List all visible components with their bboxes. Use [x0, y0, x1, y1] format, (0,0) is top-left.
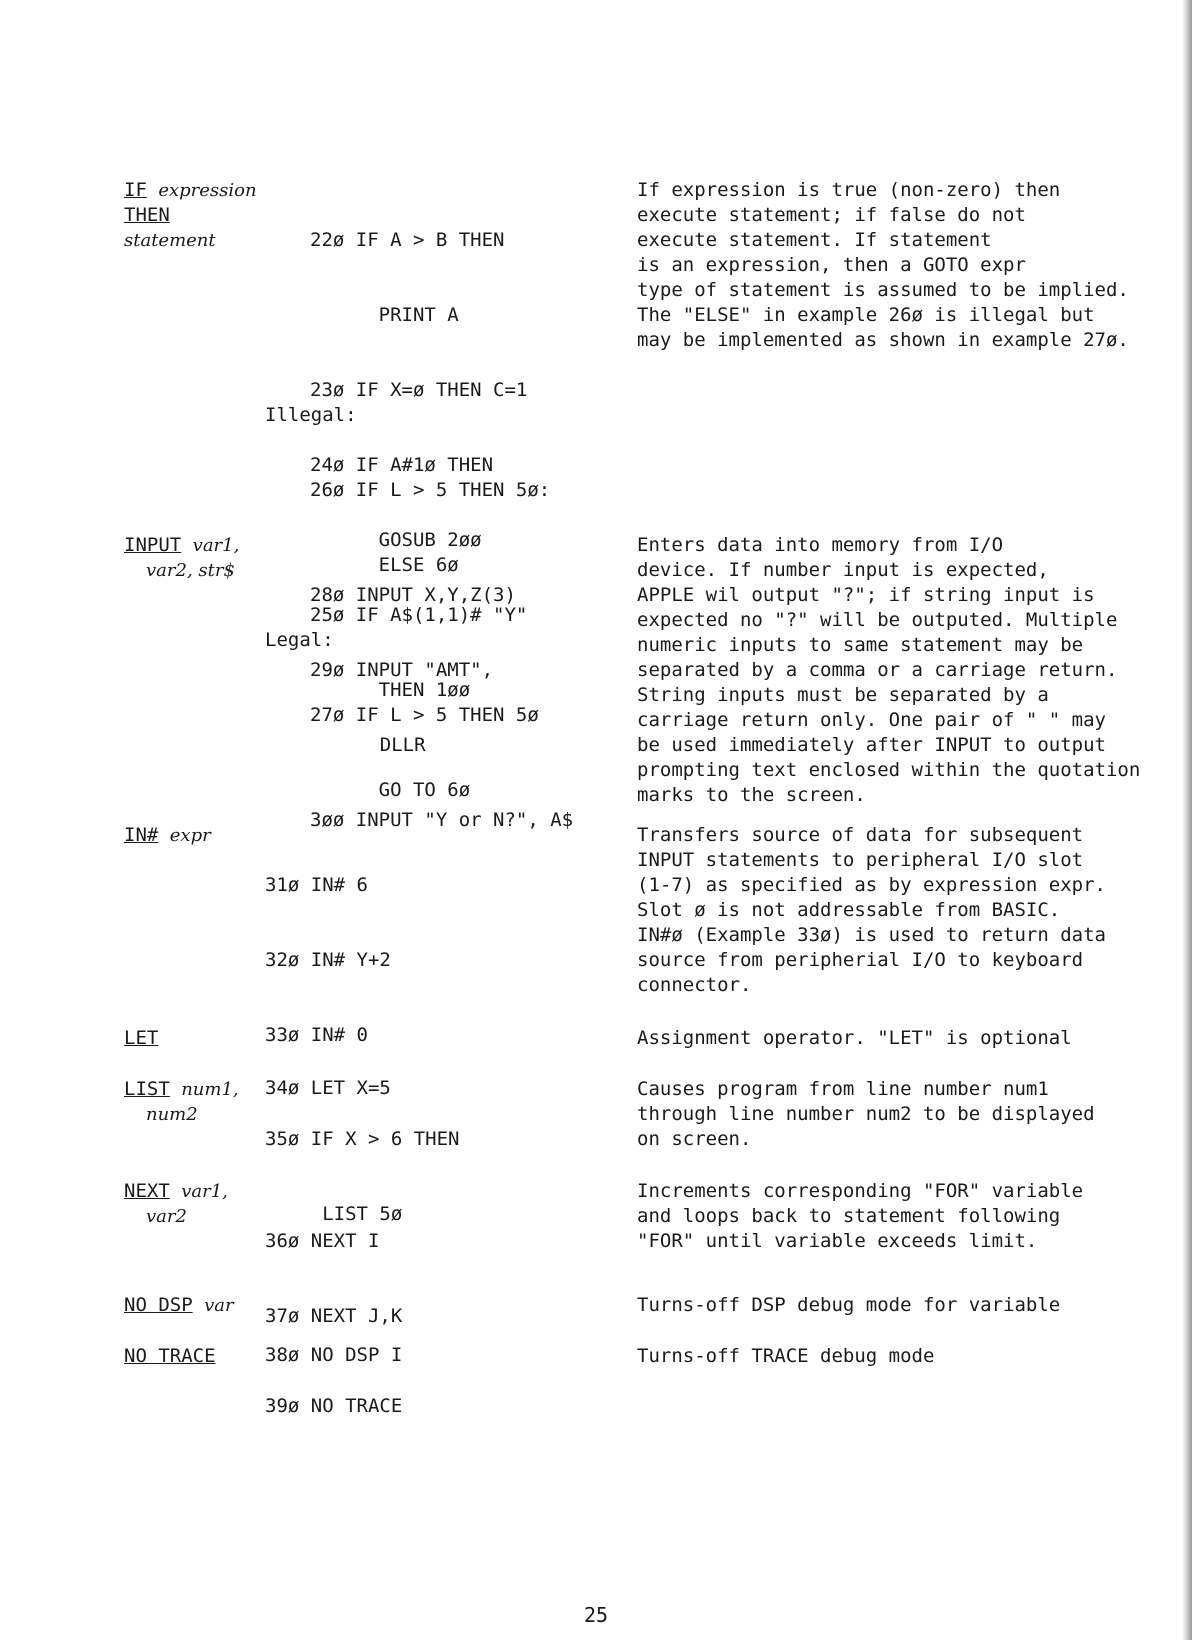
syntax-no-dsp: [124, 1293, 269, 1318]
description-line: connector.: [637, 974, 752, 996]
example-line: 26ø IF L > 5 THEN 5ø:: [310, 479, 551, 501]
example-line: 27ø IF L > 5 THEN 5ø: [310, 704, 539, 726]
description-line: prompting text enclosed within the quotation: [637, 759, 1141, 781]
syntax-input: [124, 533, 264, 583]
description-line: and loops back to statement following: [637, 1205, 1061, 1227]
syntax-list: [124, 1077, 264, 1127]
description-line: execute statement; if false do not: [637, 204, 1026, 226]
page-edge-shadow: [1182, 0, 1192, 1640]
syntax-arg: num2: [146, 1104, 198, 1125]
syntax-arg: statement: [124, 230, 216, 251]
example-line: DLLR: [334, 734, 426, 756]
legal-label: Legal:: [265, 629, 334, 651]
description-line: (1-7) as specified as by expression expr.: [637, 874, 1106, 896]
example-line: PRINT A: [310, 304, 459, 326]
description-line: INPUT statements to peripheral I/O slot: [637, 849, 1084, 871]
description-line: The "ELSE" in example 26ø is illegal but: [637, 304, 1095, 326]
example-line: 39ø NO TRACE: [265, 1395, 403, 1417]
description-line: "FOR" until variable exceeds limit.: [637, 1230, 1038, 1252]
description-line: Slot ø is not addressable from BASIC.: [637, 899, 1061, 921]
example-line: 35ø IF X > 6 THEN: [265, 1128, 460, 1150]
description-line: Transfers source of data for subsequent: [637, 824, 1084, 846]
description-line: Assignment operator. "LET" is optional: [637, 1027, 1072, 1049]
syntax-in-hash: [124, 823, 264, 848]
example-line: 29ø INPUT "AMT",: [310, 659, 494, 681]
example-line: 38ø NO DSP I: [265, 1344, 403, 1366]
description-line: Turns-off DSP debug mode for variable: [637, 1294, 1061, 1316]
description-input: [637, 533, 1177, 808]
example-line: 23ø IF X=ø THEN C=1: [310, 379, 528, 401]
syntax-arg: var1,: [181, 1181, 228, 1202]
description-line: marks to the screen.: [637, 784, 866, 806]
description-line: is an expression, then a GOTO expr: [637, 254, 1026, 276]
description-next: [637, 1179, 1177, 1254]
description-if: [637, 178, 1177, 353]
description-line: execute statement. If statement: [637, 229, 992, 251]
syntax-keyword: LET: [124, 1027, 159, 1049]
syntax-keyword: THEN: [124, 204, 170, 226]
syntax-keyword: LIST: [124, 1078, 170, 1100]
example-line: 33ø IN# 0: [265, 1024, 368, 1046]
description-line: Increments corresponding "FOR" variable: [637, 1180, 1084, 1202]
description-line: carriage return only. One pair of " " may: [637, 709, 1106, 731]
example-line: 31ø IN# 6: [265, 874, 368, 896]
example-line: 36ø NEXT I: [265, 1230, 380, 1252]
description-line: APPLE wil output "?"; if string input is: [637, 584, 1095, 606]
example-line: GO TO 6ø: [310, 779, 471, 801]
example-line: 3øø INPUT "Y or N?", A$: [310, 809, 574, 831]
example-line: 24ø IF A#1ø THEN: [310, 454, 494, 476]
description-line: separated by a comma or a carriage return.: [637, 659, 1118, 681]
page-number: 25: [583, 1603, 609, 1627]
description-line: String inputs must be separated by a: [637, 684, 1049, 706]
syntax-arg: var1,: [192, 535, 240, 556]
description-no-dsp: [637, 1293, 1177, 1318]
examples-no-trace: [265, 1344, 605, 1469]
description-line: Causes program from line number num1: [637, 1078, 1049, 1100]
description-line: expected no "?" will be outputed. Multiple: [637, 609, 1118, 631]
description-in-hash: [637, 823, 1177, 998]
description-line: be used immediately after INPUT to output: [637, 734, 1106, 756]
syntax-arg: expression: [158, 180, 257, 201]
example-line: GOSUB 2øø: [310, 529, 482, 551]
syntax-keyword: NEXT: [124, 1180, 170, 1202]
example-line: 25ø IF A$(1,1)# "Y": [310, 604, 528, 626]
syntax-keyword: IF: [124, 179, 147, 201]
description-line: on screen.: [637, 1128, 752, 1150]
description-list: [637, 1077, 1177, 1152]
syntax-if: [124, 178, 264, 253]
example-line: THEN 1øø: [310, 679, 471, 701]
syntax-arg: var2: [146, 1206, 187, 1227]
description-line: device. If number input is expected,: [637, 559, 1049, 581]
syntax-arg: var2, str$: [146, 560, 235, 581]
example-line: 22ø IF A > B THEN: [310, 229, 505, 251]
description-line: If expression is true (non-zero) then: [637, 179, 1061, 201]
syntax-no-trace: [124, 1344, 264, 1369]
syntax-arg: num1,: [181, 1079, 239, 1100]
example-line: LIST 5ø: [265, 1203, 403, 1225]
example-line: 28ø INPUT X,Y,Z(3): [310, 584, 516, 606]
syntax-let: [124, 1026, 264, 1051]
syntax-keyword: IN#: [124, 824, 159, 846]
syntax-keyword: NO DSP: [124, 1294, 193, 1316]
description-line: Turns-off TRACE debug mode: [637, 1345, 935, 1367]
description-line: IN#ø (Example 33ø) is used to return data: [637, 924, 1106, 946]
description-line: numeric inputs to same statement may be: [637, 634, 1084, 656]
description-line: may be implemented as shown in example 27ø.: [637, 329, 1129, 351]
example-line: 34ø LET X=5: [265, 1077, 391, 1099]
description-no-trace: [637, 1344, 1177, 1369]
syntax-keyword: INPUT: [124, 534, 182, 556]
description-let: [637, 1026, 1177, 1051]
illegal-label: Illegal:: [265, 404, 357, 426]
example-line: ELSE 6ø: [310, 554, 459, 576]
syntax-arg: expr: [169, 825, 211, 846]
syntax-arg: var: [204, 1295, 234, 1316]
description-line: through line number num2 to be displayed: [637, 1103, 1095, 1125]
example-line: 32ø IN# Y+2: [265, 949, 391, 971]
example-line: 37ø NEXT J,K: [265, 1305, 403, 1327]
description-line: source from peripherial I/O to keyboard: [637, 949, 1084, 971]
description-line: type of statement is assumed to be implied.: [637, 279, 1129, 301]
syntax-keyword: NO TRACE: [124, 1345, 216, 1367]
description-line: Enters data into memory from I/O: [637, 534, 1004, 556]
syntax-next: [124, 1179, 264, 1229]
